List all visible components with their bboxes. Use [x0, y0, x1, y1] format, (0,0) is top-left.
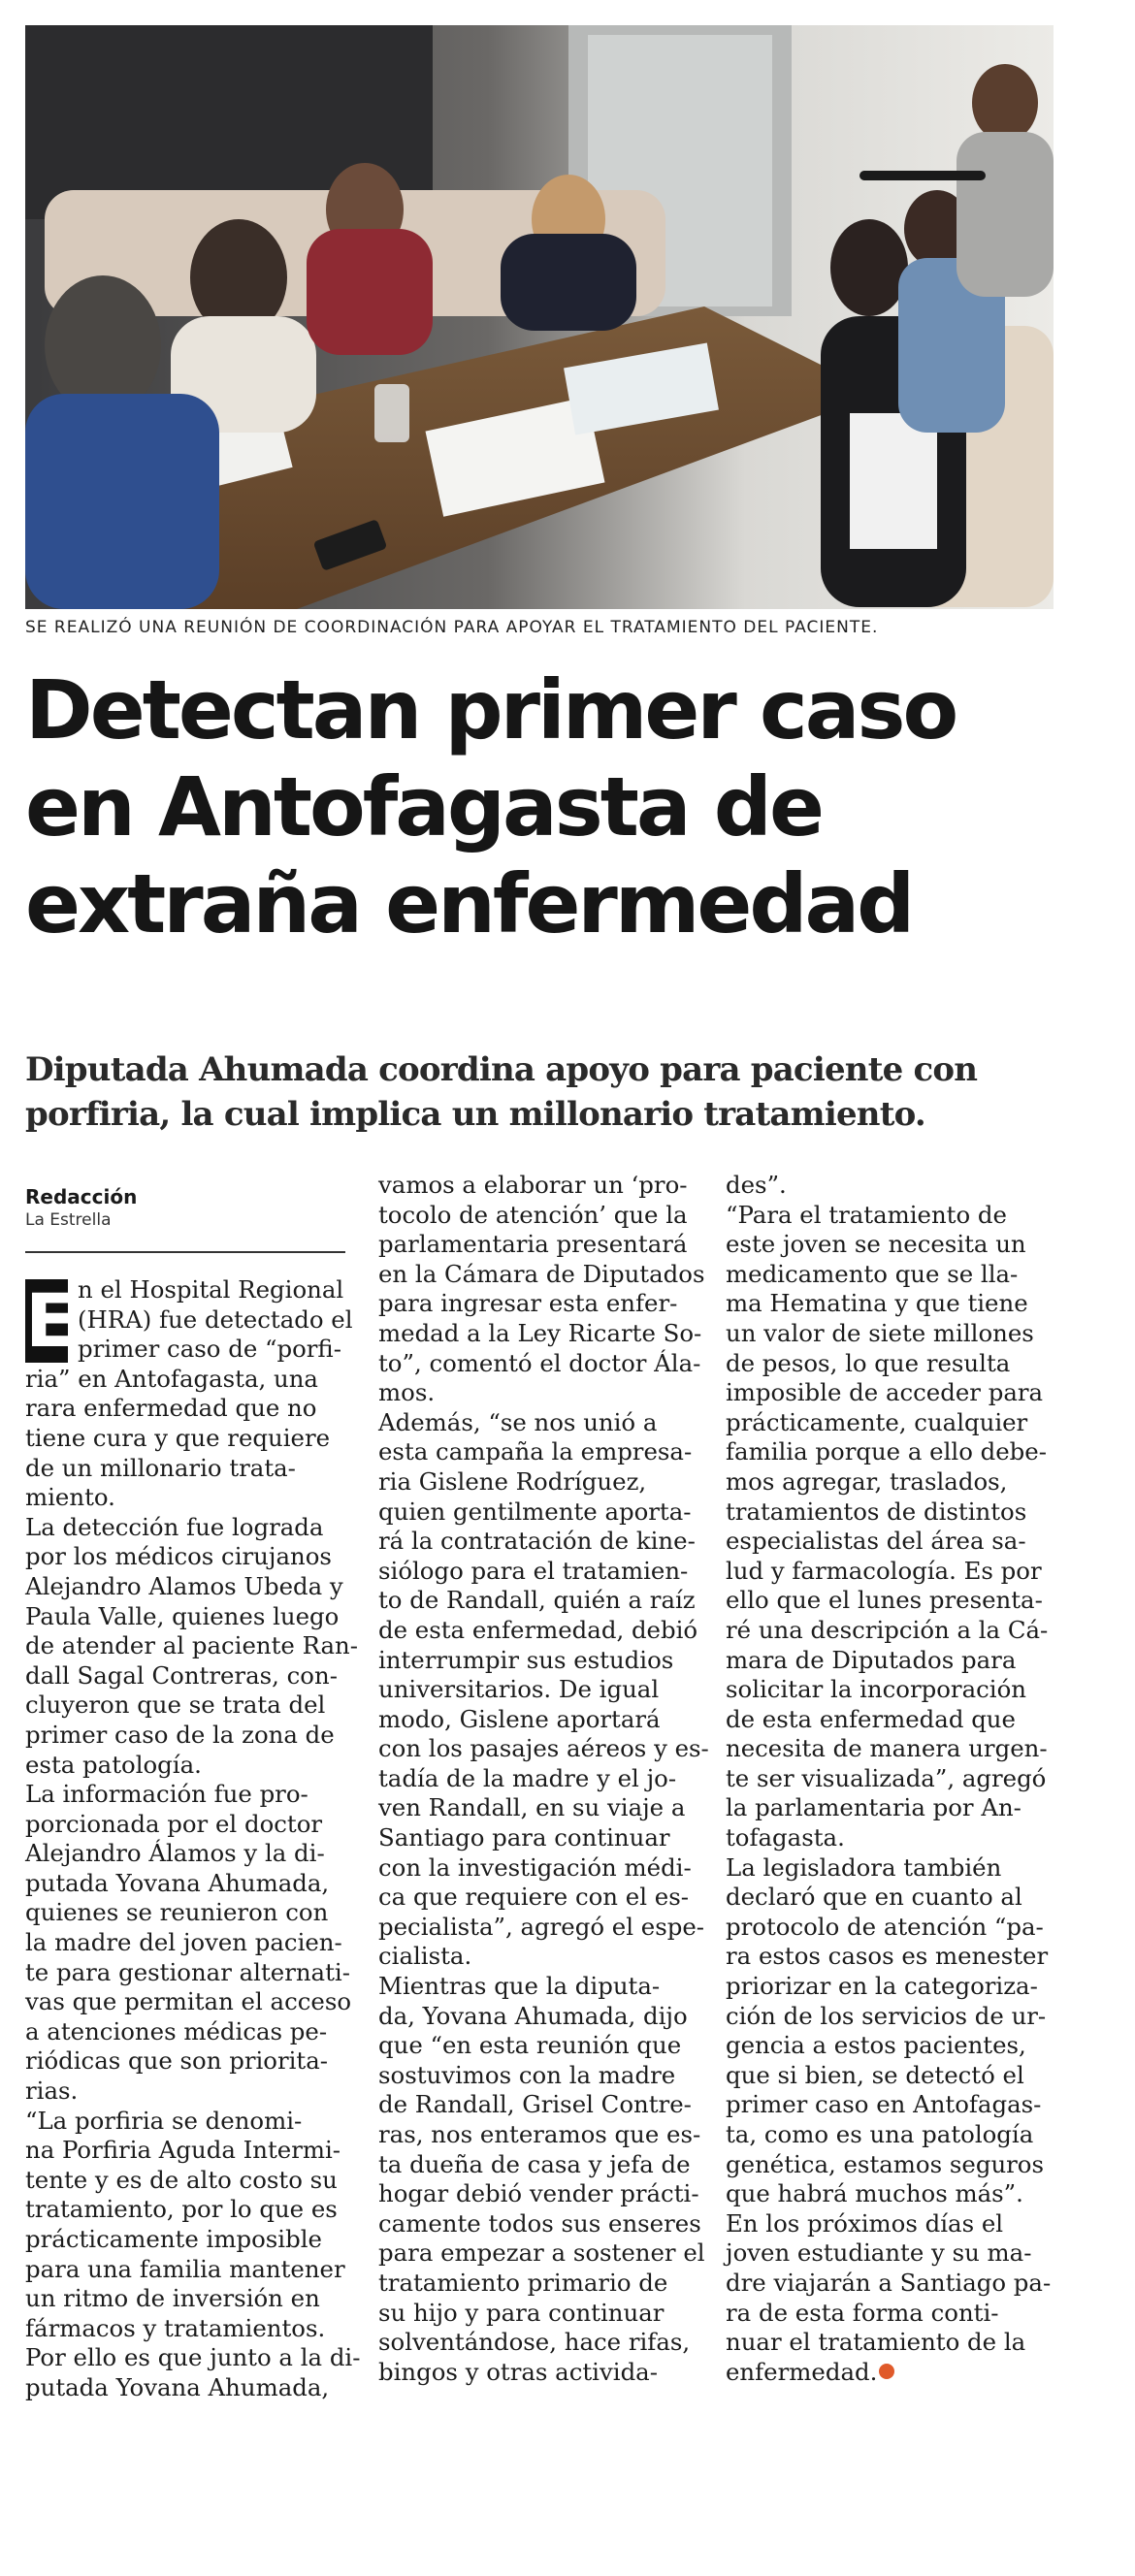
body-text-line: rá la contratación de kine- [378, 1527, 696, 1556]
body-text-line: Mientras que la diputa- [378, 1972, 661, 2001]
byline-divider [25, 1251, 345, 1253]
body-text-line: tiene cura y que requiere [25, 1423, 331, 1452]
body-text-line: familia porque a ello debe- [726, 1437, 1047, 1466]
body-text-line: joven estudiante y su ma- [726, 2238, 1032, 2268]
body-text-line: priorizar en la categoriza- [726, 1972, 1038, 2001]
body-text-line: tratamiento primario de [378, 2268, 668, 2297]
body-text-line: la parlamentaria por An- [726, 1793, 1022, 1822]
body-text-line: ello que el lunes presenta- [726, 1586, 1043, 1615]
body-text-line: vas que permitan el acceso [25, 1987, 352, 2016]
body-text-line: dall Sagal Contreras, con- [25, 1660, 338, 1690]
body-text-line: un ritmo de inversión en [25, 2284, 320, 2313]
body-text-line: tadía de la madre y el jo- [378, 1763, 677, 1792]
headline-line: Detectan primer caso [25, 662, 957, 757]
body-text-line: La detección fue lograda [25, 1512, 324, 1541]
body-text-line: modo, Gislene aportará [378, 1704, 661, 1733]
body-text-line: tocolo de atención’ que la [378, 1200, 688, 1229]
body-text-line: de esta enfermedad que [726, 1704, 1016, 1733]
body-text-line: siólogo para el tratamien- [378, 1556, 689, 1585]
drop-cap: E [25, 1277, 76, 1364]
body-text-line: ré una descripción a la Cá- [726, 1615, 1049, 1644]
body-text-line: n el Hospital Regional [78, 1275, 344, 1304]
body-text-line: fármacos y tratamientos. [25, 2313, 326, 2342]
byline-outlet: La Estrella [25, 1210, 112, 1230]
body-text-line: protocolo de atención “pa- [726, 1912, 1044, 1941]
body-text-line: esta campaña la empresa- [378, 1437, 693, 1466]
body-text-line: nuar el tratamiento de la [726, 2328, 1026, 2357]
body-text-line: quien gentilmente aporta- [378, 1497, 692, 1526]
body-text-line: mara de Diputados para [726, 1645, 1017, 1674]
body-text-line: Alejandro Álamos y la di- [25, 1839, 325, 1868]
body-text-line: prácticamente, cualquier [726, 1407, 1028, 1436]
body-text-line: cluyeron que se trata del [25, 1690, 326, 1720]
body-text-line: La información fue pro- [25, 1780, 308, 1809]
article-end-icon [879, 2364, 894, 2379]
body-text-line: cialista. [378, 1942, 472, 1971]
body-text-line: En los próximos días el [726, 2208, 1004, 2238]
headline-line: extraña enfermedad [25, 856, 913, 951]
byline [25, 1185, 345, 1230]
body-text-line: ria Gislene Rodríguez, [378, 1466, 647, 1496]
body-text-line: que habrá muchos más”. [726, 2179, 1023, 2208]
body-text-line: este joven se necesita un [726, 1230, 1026, 1259]
body-text-line: Por ello es que junto a la di- [25, 2343, 361, 2372]
meeting-photo-illustration [25, 25, 1054, 609]
body-text-line: tente y es de alto costo su [25, 2165, 338, 2194]
body-text-line: (HRA) fue detectado el [78, 1304, 353, 1334]
body-text-line: especialistas del área sa- [726, 1527, 1026, 1556]
body-text-line: camente todos sus enseres [378, 2208, 701, 2238]
body-text-line: de pesos, lo que resulta [726, 1348, 1011, 1377]
body-text-line: ven Randall, en su viaje a [378, 1793, 686, 1822]
body-text-line: parlamentaria presentará [378, 1230, 688, 1259]
body-text-line: enfermedad. [726, 2358, 1055, 2388]
body-text-line: gencia a estos pacientes, [726, 2031, 1026, 2060]
subheadline-line: porfiria, la cual implica un millonario tratamiento. [25, 1095, 925, 1134]
body-text-line: “La porfiria se denomi- [25, 2106, 303, 2135]
body-text-line: medicamento que se lla- [726, 1259, 1019, 1288]
body-text-line: mos agregar, traslados, [726, 1466, 1008, 1496]
body-text-line: por los médicos cirujanos [25, 1542, 332, 1571]
body-text-line: con los pasajes aéreos y es- [378, 1734, 709, 1763]
body-text-line: en la Cámara de Diputados [378, 1259, 705, 1288]
byline-author: Redacción [25, 1185, 138, 1208]
body-text-line: que si bien, se detectó el [726, 2060, 1024, 2089]
body-text-line: mos. [378, 1378, 436, 1407]
body-text-line: prácticamente imposible [25, 2225, 322, 2253]
body-text-line: tofagasta. [726, 1823, 845, 1852]
body-text-line: tratamientos de distintos [726, 1497, 1027, 1526]
body-text-line: ta, como es una patología [726, 2120, 1034, 2148]
subheadline [25, 1047, 1092, 1137]
body-text-line: para empezar a sostener el [378, 2238, 705, 2268]
body-text-line: vamos a elaborar un ‘pro- [378, 1171, 688, 1199]
body-text-line: bingos y otras activida- [378, 2357, 658, 2386]
body-text-line: Paula Valle, quienes luego [25, 1601, 340, 1630]
body-text-line: te ser visualizada”, agregó [726, 1763, 1047, 1792]
body-text-line: de Randall, Grisel Contre- [378, 2090, 692, 2119]
body-text-line: ta dueña de casa y jefa de [378, 2149, 691, 2178]
body-text-line: hogar debió vender prácti- [378, 2179, 699, 2208]
body-text-line: pecialista”, agregó el espe- [378, 1912, 705, 1941]
headline [25, 661, 1092, 952]
body-text-line: rara enfermedad que no [25, 1394, 317, 1423]
body-text-line: des”. [726, 1171, 787, 1199]
body-text-line: tratamiento, por lo que es [25, 2195, 338, 2224]
body-text-line: to”, comentó el doctor Ála- [378, 1348, 701, 1377]
body-text-line: primer caso de la zona de [25, 1720, 335, 1749]
body-text-line: dre viajarán a Santiago pa- [726, 2268, 1052, 2297]
body-text-line: lud y farmacología. Es por [726, 1556, 1042, 1585]
body-text-line: quienes se reunieron con [25, 1898, 329, 1927]
body-text-line: La legisladora también [726, 1852, 1002, 1882]
body-text-line: putada Yovana Ahumada, [25, 1868, 330, 1897]
body-text-line: universitarios. De igual [378, 1675, 660, 1704]
body-text-line: ras, nos enteramos que es- [378, 2120, 701, 2148]
body-text-line: interrumpir sus estudios [378, 1645, 674, 1674]
body-column-1 [25, 1275, 361, 2403]
body-text-line: Además, “se nos unió a [378, 1407, 658, 1436]
body-text-line: Santiago para continuar [378, 1823, 670, 1852]
body-text-line: ra de esta forma conti- [726, 2298, 999, 2327]
body-column-2 [378, 1171, 708, 2387]
body-text-line: para una familia mantener [25, 2254, 345, 2283]
body-column-3 [726, 1171, 1055, 2387]
body-text-line: ra estos casos es menester [726, 1942, 1049, 1971]
body-text-line: medad a la Ley Ricarte So- [378, 1318, 702, 1347]
body-text-line: ria” en Antofagasta, una [25, 1364, 318, 1393]
body-text-line: to de Randall, quién a raíz [378, 1586, 696, 1615]
body-text-line: Alejandro Alamos Ubeda y [25, 1571, 343, 1600]
body-text-line: da, Yovana Ahumada, dijo [378, 2001, 688, 2030]
body-text-line: de esta enfermedad, debió [378, 1615, 698, 1644]
body-text-line: esta patología. [25, 1750, 202, 1779]
body-text-line: de atender al paciente Ran- [25, 1631, 359, 1660]
body-text-line: necesita de manera urgen- [726, 1734, 1048, 1763]
body-text-line: su hijo y para continuar [378, 2298, 665, 2327]
body-text-line: la madre del joven pacien- [25, 1928, 342, 1957]
body-text-line: declaró que en cuanto al [726, 1883, 1022, 1912]
body-text-line: na Porfiria Aguda Intermi- [25, 2136, 341, 2165]
body-text-line: que “en esta reunión que [378, 2031, 682, 2060]
body-text-line: genética, estamos seguros [726, 2149, 1045, 2178]
body-text-line: riódicas que son priorita- [25, 2046, 329, 2076]
body-text-line: putada Yovana Ahumada, [25, 2372, 330, 2401]
body-text-line: “Para el tratamiento de [726, 1200, 1007, 1229]
body-text-line: para ingresar esta enfer- [378, 1289, 678, 1318]
body-text-line: primer caso de “porfi- [78, 1335, 341, 1364]
body-text-line: sostuvimos con la madre [378, 2060, 676, 2089]
body-text-line: imposible de acceder para [726, 1378, 1044, 1407]
body-text-line: ma Hematina y que tiene [726, 1289, 1028, 1318]
headline-line: en Antofagasta de [25, 759, 822, 854]
body-text-line: miento. [25, 1483, 115, 1512]
body-text-line: solicitar la incorporación [726, 1675, 1026, 1704]
body-text-line: te para gestionar alternati- [25, 1957, 350, 1986]
article-photo [25, 25, 1054, 609]
body-text-line: de un millonario trata- [25, 1453, 296, 1482]
body-text-line: rias. [25, 2077, 79, 2106]
body-text-line: primer caso en Antofagas- [726, 2090, 1042, 2119]
body-text-line: un valor de siete millones [726, 1318, 1034, 1347]
body-text-line: ca que requiere con el es- [378, 1883, 689, 1912]
body-text-line: solventándose, hace rifas, [378, 2328, 691, 2357]
photo-caption: SE REALIZÓ UNA REUNIÓN DE COORDINACIÓN PARA APOYAR EL TRATAMIENTO DEL PACIENTE. [25, 618, 879, 637]
body-text-line: a atenciones médicas pe- [25, 2016, 328, 2045]
body-text-line: porcionada por el doctor [25, 1809, 323, 1838]
subheadline-line: Diputada Ahumada coordina apoyo para paciente con [25, 1050, 978, 1089]
body-text-line: con la investigación médi- [378, 1852, 692, 1882]
body-text-line: ción de los servicios de ur- [726, 2001, 1047, 2030]
